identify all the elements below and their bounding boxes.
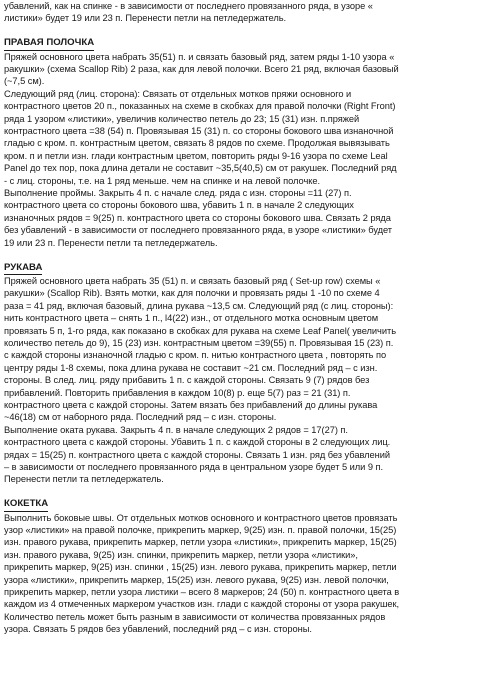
text-line: стороны. В след. лиц. ряду прибавить 1 п. с каждой стороны. Связать 9 (7) рядов без: [4, 375, 370, 386]
text-line: узора «листики», прикрепить маркер, 15(25) изн. левого рукава, 9(25) изн. левой полочки,: [4, 574, 389, 585]
text-line: контрастного цвета с каждой стороны. Затем вязать без прибавлений до длины рукава: [4, 399, 378, 410]
text-line: прикрепить маркер, петли узора листики – всего 8 маркеров; 24 (50) п. контрастного цвета в: [4, 587, 400, 598]
sleeves-section: [4, 262, 485, 486]
section-heading-sleeves: РУКАВА: [4, 262, 42, 275]
text-line: количество петель до 9), 15 (23) изн. контрастным цветом =39(55) п. Провязывая 15 (23) п.: [4, 337, 394, 348]
text-line: - с лиц. стороны, т.е. на 1 ряд меньше. чем на спинке и на левой полочке.: [4, 175, 321, 186]
text-line: контрастного цвета со стороны бокового шва, убавить 1 п. в начале 2 следующих: [4, 200, 354, 211]
text-line: ~46(18) см от наборного ряда. Последний ряд – с изн. стороны.: [4, 412, 277, 423]
text-line: раза = 41 ряд, включая базовый, длина рукава ~13,5 см. Следующий ряд (с лиц. стороны):: [4, 300, 394, 311]
right-front-section: [4, 37, 485, 249]
text-line: ракушки» (Scallop Rib). Взять мотки, как для полочки и провязать ряды 1 -10 по схеме 4: [4, 288, 380, 299]
text-line: прикрепить маркер, 9(25) изн. спинки , 15(25) изн. левого рукава, прикрепить маркер, петли: [4, 562, 397, 573]
text-line: Пряжей основного цвета набрать 35 (51) п. и связать базовый ряд ( Set-up row) схемы «: [4, 275, 381, 286]
text-line: контрастного цвета с каждой стороны. Убавить 1 п. с каждой стороны в 2 следующих лиц.: [4, 437, 391, 448]
text-line: без убавлений - в зависимости от последнего провязанного ряда, в узоре «листики» будет: [4, 225, 393, 236]
text-line: Выполнение оката рукава. Закрыть 4 п. в начале следующих 2 рядов = 17(27) п.: [4, 424, 348, 435]
text-line: убавлений, как на спинке - в зависимости от последнего провязанного ряда, в узоре «: [4, 1, 373, 11]
text-line: изн. правого рукава, прикрепить маркер, петли узора «листики», прикрепить маркер, 15(25): [4, 537, 397, 548]
text-line: провязать 5 п, 1-го ряда, как показано в скобках для рукава на схеме Leaf Panel( увеличить: [4, 325, 396, 336]
text-line: каждом из 4 отмеченных маркером участков изн. глади с каждой стороны от узора ракушек,: [4, 599, 400, 610]
intro-paragraph: [4, 0, 485, 25]
text-line: – в зависимости от последнего провязанного ряда в центральном узоре будет 5 или 9 п.: [4, 462, 383, 472]
spacer: [4, 486, 485, 498]
text-line: Следующий ряд (лиц. сторона): Связать от отдельных мотков пряжи основного и: [4, 88, 352, 99]
text-line: 19 или 23 п. Перенести петли та петледержатель.: [4, 237, 218, 248]
text-line: Количество петель может быть разным в зависимости от количества провязанных рядов: [4, 611, 386, 622]
text-line: нить контрастного цвета – снять 1 п., l4(22) изн., от отдельного мотка основным цветом: [4, 313, 379, 324]
text-line: контрастного цветов 20 п., показанных на схеме в скобках для правой полочки (Right Front): [4, 101, 396, 112]
text-line: центру ряды 1-8 схемы, пока длина рукава не составит ~21 см. Последний ряд – с изн.: [4, 362, 378, 373]
text-line: ракушки» (схема Scallop Rib) 2 раза, как для левой полочки. Всего 21 ряд, включая базовый: [4, 64, 399, 75]
yoke-section: [4, 498, 485, 635]
document-page: [4, 0, 485, 636]
text-line: ряда 1 узором «листики», увеличив количество петель до 23; 15 (31) изн. п.пряжей: [4, 113, 360, 124]
text-line: (~7,5 см).: [4, 76, 45, 87]
text-line: узор «листики» на правой полочке, прикрепить маркер, 9(25) изн. п. правой полочки, 15(25): [4, 525, 397, 536]
section-heading-right-front: ПРАВАЯ ПОЛОЧКА: [4, 37, 94, 50]
text-line: листики» будет 19 или 23 п. Перенести петли на петледержатель.: [4, 13, 287, 24]
text-line: узора. Связать 5 рядов без убавлений, последний ряд – с изн. стороны.: [4, 624, 312, 635]
text-line: Перенести петли та петледержатель.: [4, 474, 164, 485]
text-line: кром. п и петли изн. глади контрастным цветом, повторить ряды 9-16 узора по схеме Leal: [4, 150, 388, 161]
text-line: Panel до тех пор, пока длина детали не составит ~35,5(40,5) см от ракушек. Последний ряд: [4, 163, 397, 174]
text-line: с каждой стороны изнаночной гладью с кром. п. нитью контрастного цвета , повторять по: [4, 350, 387, 361]
text-line: изн. правого рукава, 9(25) изн. спинки, прикрепить маркер, петли узора «листики»,: [4, 549, 358, 560]
text-line: рядах = 15(25) п. контрастного цвета с каждой стороны. Связать 1 изн. ряд без убавлений: [4, 449, 390, 460]
sleeves-text: [4, 275, 485, 486]
right-front-text: [4, 51, 485, 250]
text-line: гладью с кром. п. контрастным цветом, связать 8 рядов по схеме. Продолжая вывязывать: [4, 138, 390, 149]
spacer: [4, 249, 485, 261]
text-line: Выполнить боковые швы. От отдельных мотков основного и контрастного цветов провязать: [4, 512, 398, 523]
text-line: контрастного цвета =38 (54) п. Провязывая 15 (31) п. со стороны бокового шва изнаночной: [4, 126, 394, 137]
text-line: Пряжей основного цвета набрать 35(51) п. и связать базовый ряд, затем ряды 1-10 узора «: [4, 51, 395, 62]
text-line: прибавлений. Повторить прибавления в каждом 10(8) р. еще 5(7) раз = 21 (31) п.: [4, 387, 351, 398]
text-line: Выполнение проймы. Закрыть 4 п. с начале след. ряда с изн. стороны =11 (27) п.: [4, 188, 352, 199]
yoke-text: [4, 512, 485, 636]
section-heading-yoke: КОКЕТКА: [4, 498, 48, 511]
text-line: изнаночных рядов = 9(25) п. контрастного цвета со стороны бокового шва. Связать 2 ряда: [4, 212, 391, 223]
spacer: [4, 25, 485, 37]
